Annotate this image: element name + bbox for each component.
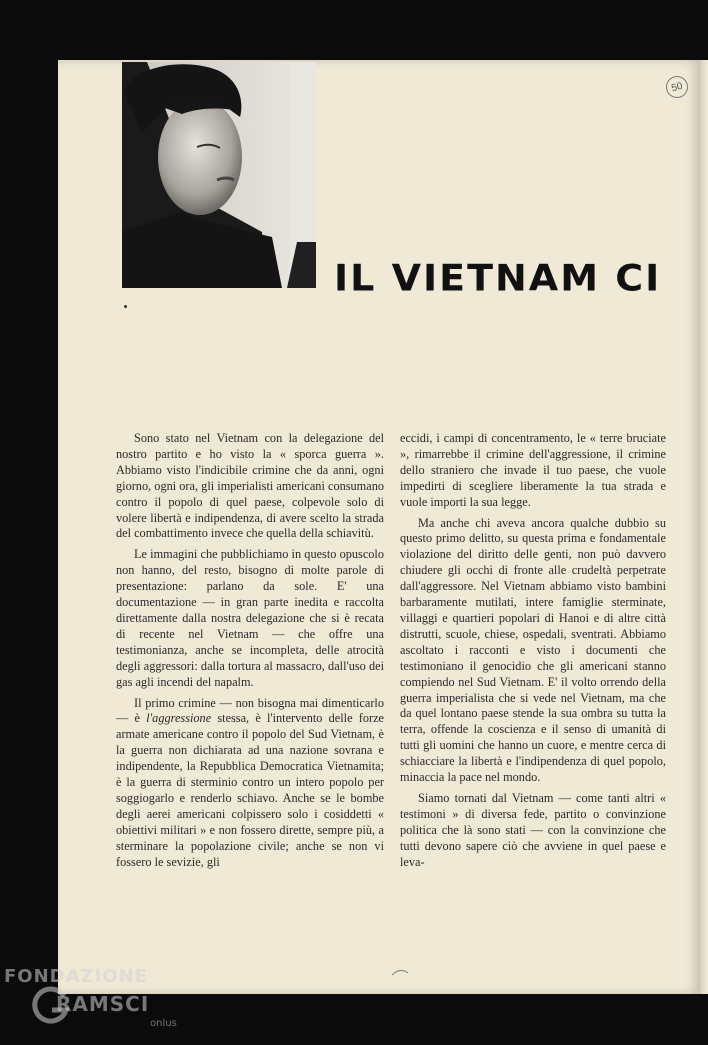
watermark-line1: FONDAZIONE bbox=[4, 966, 148, 987]
emphasis-text: l'aggressione bbox=[146, 711, 212, 726]
paragraph: Ma anche chi aveva ancora qualche dubbio su questo primo delitto, su questa prima e fondamentale violazione del diritto delle genti, non può davvero chiudere gli occhi di fronte alle crudeltà perpetrate dall'aggressore. Nel Vietnam abbiamo visto bambini barbaramente mutilati, intere famiglie sterminate, villaggi e quartieri popolari di Hanoi e di altre città distrutti, scuole, chiese, ospedali, sventrati. Abbiamo ascoltato i racconti e visto i documenti che testimoniano il genocidio che gli americani stanno compiendo nel Sud Vietnam. E' il volto orrendo della guerra imperialista che si vede nel Vietnam, ma che da quel lontano paese stende la sua ombra su tutta la terra, offende la coscienza e il senso di umanità di tutti gli uomini che hanno un cuore, e mentre cerca di schiacciare la libertà e l'indipendenza di quel popolo, minaccia la pace nel mondo. bbox=[400, 515, 666, 785]
paragraph: Sono stato nel Vietnam con la delegazione del nostro partito e ho visto la « sporca guerra ». Abbiamo visto l'indicibile crimine che da anni, ogni giorno, ogni ora, gli imperialisti americani consumano contro il popolo di quel paese, colpevole solo di volere libertà e indipendenza, di avere scelto la strada del combattimento invece che quella della schiavitù. bbox=[116, 431, 384, 541]
paragraph: Siamo tornati dal Vietnam — come tanti altri « testimoni » di diversa fede, partito o convinzione politica che là sono stati — con la convinzione che tutti devono sapere ciò che avviene in quel paese e leva- bbox=[400, 790, 666, 869]
paragraph-text: Il primo crimine — non bisogna mai dimenticarlo — è bbox=[116, 695, 384, 726]
ink-dot bbox=[124, 305, 127, 308]
portrait-image bbox=[122, 62, 316, 288]
headline: IL VIETNAM CI bbox=[334, 257, 662, 299]
paragraph-text: stessa, è l'intervento delle forze armate americane contro il popolo del Sud Vietnam, è la guerra non dichiarata ad una nazione sovrana e indipendente, la Repubblica Democratica Vietnamita; è la guerra di sterminio contro un intero popolo per soggiogarlo e renderlo schiavo. Anche se le bombe degli aerei americani colpissero solo i cosiddetti « obiettivi militari » e non fossero dirette, sempre più, a sterminare la popolazione civile; anche se non vi fossero le sevizie, gli bbox=[116, 711, 384, 869]
watermark-logo bbox=[4, 966, 180, 1040]
article-column-left bbox=[116, 431, 384, 875]
paragraph bbox=[116, 696, 384, 871]
page-number: 50 bbox=[664, 74, 691, 101]
portrait-photo bbox=[122, 62, 316, 288]
watermark-line2: RAMSCI bbox=[56, 992, 150, 1016]
paragraph: Le immagini che pubblichiamo in questo opuscolo non hanno, del resto, bisogno di molte parole di presentazione: parlano da sole. E' una documentazione — in gran parte inedita e raccolta direttamente dalla nostra delegazione che si è recata di recente nel Vietnam — che offre una testimonianza, anche se incompleta, delle atrocità degli aggressori: dalla tortura al massacro, dall'uso dei gas agli incendi del napalm. bbox=[116, 547, 384, 689]
watermark-line3: onlus bbox=[150, 1018, 177, 1029]
ink-mark bbox=[390, 967, 410, 977]
page-edge bbox=[700, 60, 708, 994]
paragraph: eccidi, i campi di concentramento, le « terre bruciate », rimarrebbe il crimine dell'aggressione, il crimine dello straniero che invade il tuo paese, che vuole impedirti di scegliere liberamente la tua strada e vuole importi la sua legge. bbox=[400, 431, 666, 509]
article-column-right bbox=[400, 431, 666, 875]
